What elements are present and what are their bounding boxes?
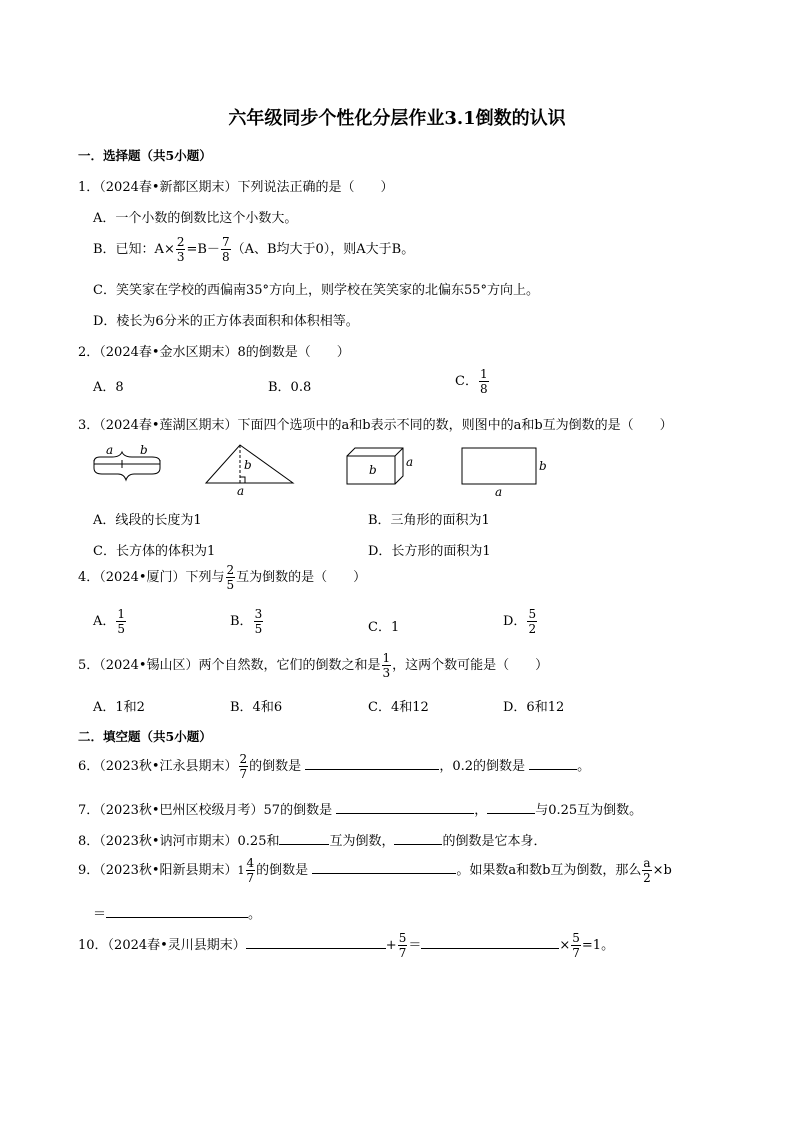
q3-option-a: A．线段的长度为1 bbox=[93, 513, 202, 528]
q3-stem: 3．（2024春•莲湖区期末）下面四个选项中的a和b表示不同的数，则图中的a和b互为倒数的是（ ） bbox=[78, 418, 673, 433]
q1-option-c: C．笑笑家在学校的西偏南35°方向上，则学校在笑笑家的北偏东55°方向上。 bbox=[93, 283, 540, 298]
q9-line2: ＝ 。 bbox=[93, 903, 261, 922]
section-fill: 二．填空题（共5小题） bbox=[78, 729, 212, 744]
q1-option-d: D．棱长为6分米的正方体表面积和体积相等。 bbox=[93, 314, 359, 329]
triangle-figure bbox=[206, 445, 293, 498]
q7-blank-1[interactable] bbox=[336, 799, 474, 814]
page-title: 六年级同步个性化分层作业3.1倒数的认识 bbox=[228, 108, 566, 129]
q3-option-c: C．长方体的体积为1 bbox=[93, 544, 216, 559]
q2-option-a: A．8 bbox=[93, 380, 124, 395]
q5-stem: 5．（2024•锡山区）两个自然数，它们的倒数之和是 $\frac{1}{3}$ ，这两个数可能是（ ） bbox=[78, 651, 549, 680]
q5-option-d: D．6和12 bbox=[503, 700, 565, 715]
svg-text:a: a bbox=[495, 485, 503, 499]
q7-blank-2[interactable] bbox=[487, 799, 535, 814]
svg-text:a: a bbox=[237, 484, 245, 498]
q10-blank-1[interactable] bbox=[246, 934, 386, 949]
q8-blank-2[interactable] bbox=[394, 830, 442, 845]
q5-option-a: A．1和2 bbox=[93, 700, 145, 715]
svg-text:b: b bbox=[140, 443, 148, 457]
q2-option-b: B．0.8 bbox=[268, 380, 312, 395]
q1-option-b: B．已知：A× $\frac{2}{3}$ =B－ $\frac{7}{8}$ （A、B均大于0），则A大于B。 bbox=[93, 235, 415, 264]
q9-blank-2[interactable] bbox=[106, 903, 248, 918]
q5-option-c: C．4和12 bbox=[368, 700, 429, 715]
svg-text:b: b bbox=[369, 463, 377, 477]
q10-stem: 10．（2024春•灵川县期末） + $\frac{5}{7}$ ＝ × $\frac{5}{7}$ =1。 bbox=[78, 931, 615, 960]
q5-option-b: B．4和6 bbox=[230, 700, 283, 715]
q3-figures bbox=[88, 440, 568, 500]
q1-stem: 1．（2024春•新都区期末）下列说法正确的是（ ） bbox=[78, 180, 394, 195]
svg-text:b: b bbox=[244, 458, 252, 472]
section-choice: 一．选择题（共5小题） bbox=[78, 148, 212, 163]
q6-stem: 6．（2023秋•江永县期末） $\frac{2}{7}$ 的倒数是 ，0.2的倒数是 。 bbox=[78, 752, 591, 781]
q4-option-c: C．1 bbox=[368, 620, 400, 635]
svg-text:a: a bbox=[106, 443, 114, 457]
svg-text:a: a bbox=[406, 455, 414, 469]
q4-stem: 4．（2024•厦门）下列与 $\frac{2}{5}$ 互为倒数的是（ ） bbox=[78, 563, 367, 592]
q1-option-a: A．一个小数的倒数比这个小数大。 bbox=[93, 211, 298, 226]
q9-blank-1[interactable] bbox=[312, 859, 456, 874]
q4-option-b: B． $\frac{3}{5}$ bbox=[230, 607, 263, 636]
svg-text:b: b bbox=[539, 459, 547, 473]
q4-option-a: A． $\frac{1}{5}$ bbox=[93, 607, 126, 636]
q8-stem: 8．（2023秋•讷河市期末）0.25和 互为倒数， 的倒数是它本身． bbox=[78, 830, 547, 849]
q6-blank-1[interactable] bbox=[305, 755, 439, 770]
q2-stem: 2．（2024春•金水区期末）8的倒数是（ ） bbox=[78, 345, 350, 360]
q9-stem: 9．（2023秋•阳新县期末）1 $\frac{4}{7}$ 的倒数是 。如果数a和数b互为倒数，那么 $\frac{a}{2}$ ×b bbox=[78, 856, 672, 885]
q10-blank-2[interactable] bbox=[421, 934, 559, 949]
q3-option-b: B．三角形的面积为1 bbox=[368, 513, 490, 528]
q2-option-c: C． $\frac{1}{8}$ bbox=[455, 367, 488, 396]
q8-blank-1[interactable] bbox=[279, 830, 329, 845]
q3-option-d: D．长方形的面积为1 bbox=[368, 544, 491, 559]
q6-blank-2[interactable] bbox=[529, 755, 577, 770]
segment-figure bbox=[94, 443, 160, 480]
rectangle-figure bbox=[462, 448, 547, 499]
cuboid-figure bbox=[347, 448, 413, 484]
q4-option-d: D． $\frac{5}{2}$ bbox=[503, 607, 537, 636]
q7-stem: 7．（2023秋•巴州区校级月考）57的倒数是 ， 与0.25互为倒数。 bbox=[78, 799, 642, 818]
